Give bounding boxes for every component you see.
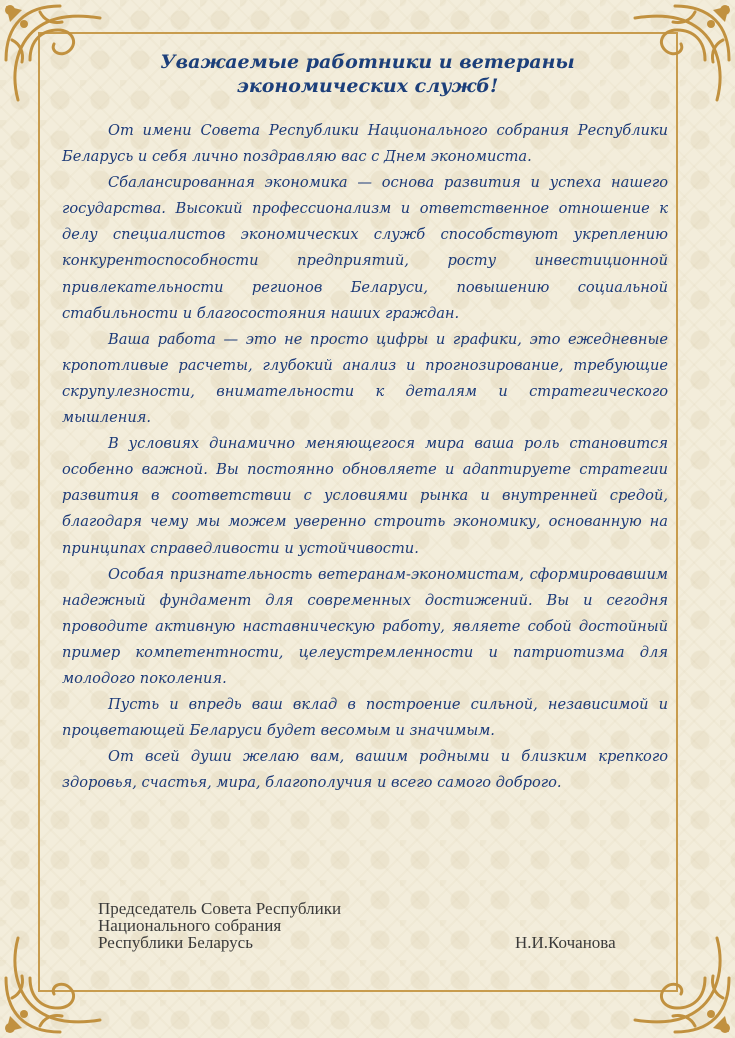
paragraph-economy: Сбалансированная экономика — основа развития и успеха нашего государства. Высокий профессионализм и ответственное отношение к делу специалистов экономических служб способствуют укреплению конкурентоспособности предприятий, росту инвестиционной привлекательности регионов Беларуси, повышению социальной стабильности и благосостояния наших граждан. — [62, 174, 668, 322]
paragraph-role: В условиях динамично меняющегося мира ваша роль становится особенно важной. Вы постоянно обновляете и адаптируете стратегии развития в соответствии с условиями рынка и внутренней средой, благодаря чему мы можем уверенно строить экономику, основанную на принципах справедливости и устойчивости. — [62, 435, 668, 557]
paragraph-greeting: От имени Совета Республики Национального собрания Республики Беларусь и себя лично поздравляю вас с Днем экономиста. — [62, 122, 668, 166]
signature-title-line-3: Республики Беларусь — [98, 933, 253, 952]
signature-title-line-2: Национального собрания — [98, 916, 282, 935]
signature-name: Н.И.Кочанова — [515, 933, 616, 952]
letter-body — [62, 118, 668, 796]
letter-heading-line-2: экономических служб! — [236, 75, 499, 97]
paragraph-work: Ваша работа — это не просто цифры и графики, это ежедневные кропотливые расчеты, глубокий анализ и прогнозирование, требующие скрупулезности, внимательности к деталям и стратегического мышления. — [62, 330, 668, 427]
ornament-corner-bottom-right-icon — [615, 918, 735, 1038]
signature-title — [98, 900, 341, 951]
paragraph-contribution: Пусть и впредь ваш вклад в построение сильной, независимой и процветающей Беларуси будет весомым и значимым. — [62, 696, 668, 740]
paragraph-wishes: От всей души желаю вам, вашим родными и близким крепкого здоровья, счастья, мира, благополучия и всего самого доброго. — [62, 748, 668, 792]
letter-heading-line-1: Уважаемые работники и ветераны — [160, 51, 575, 73]
signature-title-line-1: Председатель Совета Республики — [98, 899, 342, 918]
paragraph-veterans: Особая признательность ветеранам-экономистам, сформировавшим надежный фундамент для современных достижений. Вы и сегодня проводите активную наставническую работу, являете собой достойный пример компетентности, целеустремленности и патриотизма для молодого поколения. — [62, 565, 668, 687]
